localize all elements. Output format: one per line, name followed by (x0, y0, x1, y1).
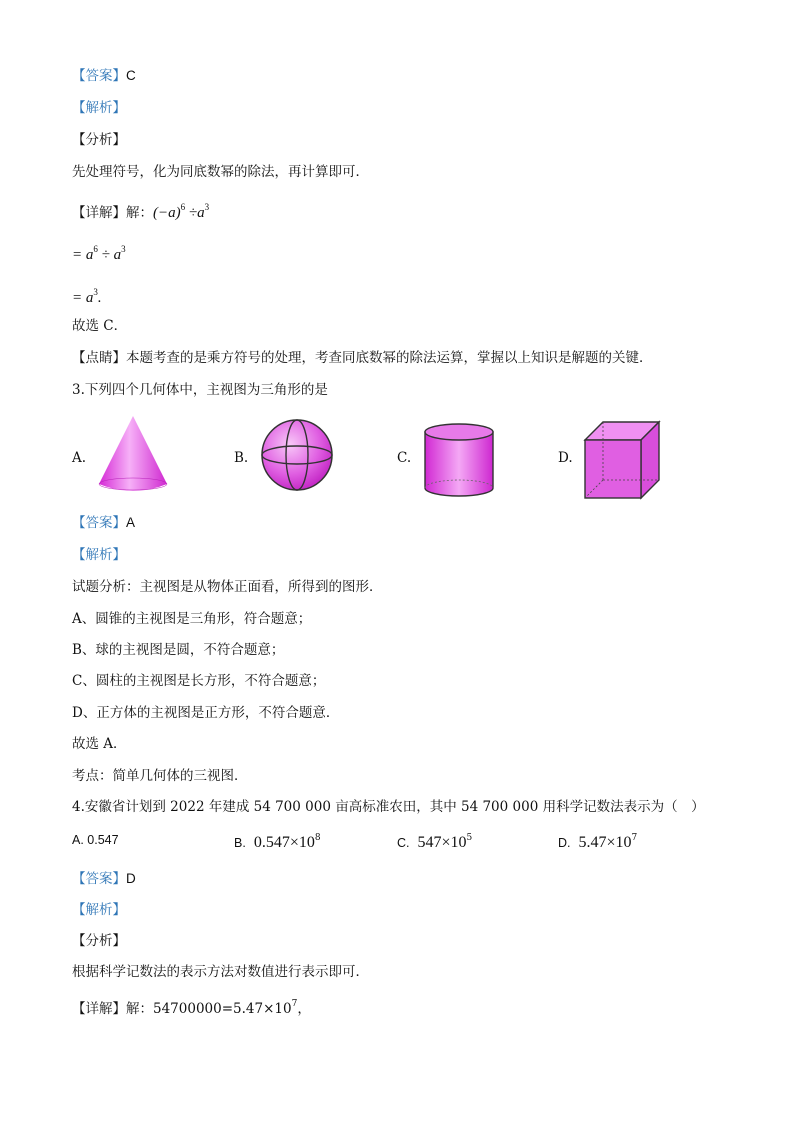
q3-answer-line (72, 513, 135, 533)
answer-value: A (126, 515, 136, 530)
q3-a-line: A、圆锥的主视图是三角形，符合题意； (72, 611, 312, 627)
answer-tag: 【答案】 (72, 871, 126, 887)
cube-figure (583, 420, 661, 500)
q4-option-a: A. 0.547 (72, 833, 119, 847)
q2-step1: = $a^6 \div a^3$ (72, 244, 126, 263)
sphere-figure (259, 417, 335, 493)
q3-explain: 试题分析：主视图是从物体正面看，所得到的图形． (72, 579, 383, 595)
q4-fenxi-heading: 【分析】 (72, 933, 126, 949)
q4-detail-line: 【详解】解：$54700000=5.47\times 10^7$， (72, 999, 311, 1017)
q4-option-d: D. $5.47\times 10^7$ (558, 833, 638, 851)
q2-analysis-text: 先处理符号，化为同底数幂的除法，再计算即可． (72, 164, 369, 180)
answer-tag: 【答案】 (72, 515, 126, 531)
q4-answer-line (72, 869, 136, 889)
q3-c-line: C、圆柱的主视图是长方形，不符合题意； (72, 673, 326, 689)
answer-tag: 【答案】 (72, 68, 126, 84)
answer-value: D (126, 871, 136, 886)
q2-answer-line (72, 66, 136, 86)
q3-option-c-label: C. (397, 450, 412, 466)
q3-d-line: D、正方体的主视图是正方形，不符合题意． (72, 705, 340, 721)
q2-jiexi-heading: 【解析】 (72, 100, 126, 116)
q4-question: 4.安徽省计划到 2022 年建成 54 700 000 亩高标准农田，其中 54 700 000 用科学记数法表示为（ ） (72, 799, 705, 815)
q2-detail-line (72, 197, 209, 223)
cylinder-figure (422, 422, 496, 498)
q2-dianjing-line: 【点睛】本题考查的是乘方符号的处理，考查同底数幂的除法运算，掌握以上知识是解题的关键． (72, 350, 653, 366)
q4-jiexi-heading: 【解析】 (72, 902, 126, 918)
q3-option-d-label: D. (558, 450, 573, 466)
q3-option-b-label: B. (234, 450, 249, 466)
q4-analysis-text: 根据科学记数法的表示方法对数值进行表示即可． (72, 964, 369, 980)
answer-value: C (126, 68, 136, 83)
q4-option-c: C. $547\times 10^5$ (397, 833, 473, 851)
q3-question: 3.下列四个几何体中，主视图为三角形的是 (72, 382, 328, 398)
cone-figure (96, 414, 170, 492)
q3-kaodian-line: 考点：简单几何体的三视图． (72, 768, 248, 784)
q2-step2: = $a^3$. (72, 287, 102, 306)
q3-b-line: B、球的主视图是圆，不符合题意； (72, 642, 285, 658)
detail-expression: $(-a)^6 \div a^3$ (153, 202, 210, 221)
q3-choose-line: 故选 A． (72, 736, 127, 752)
q2-choose-line: 故选 C． (72, 318, 128, 334)
q2-fenxi-heading: 【分析】 (72, 132, 126, 148)
detail-tag: 【详解】解： (72, 205, 153, 221)
q3-option-a-label: A. (72, 450, 87, 466)
q4-option-b: B. $0.547\times 10^8$ (234, 833, 321, 851)
q3-jiexi-heading: 【解析】 (72, 547, 126, 563)
